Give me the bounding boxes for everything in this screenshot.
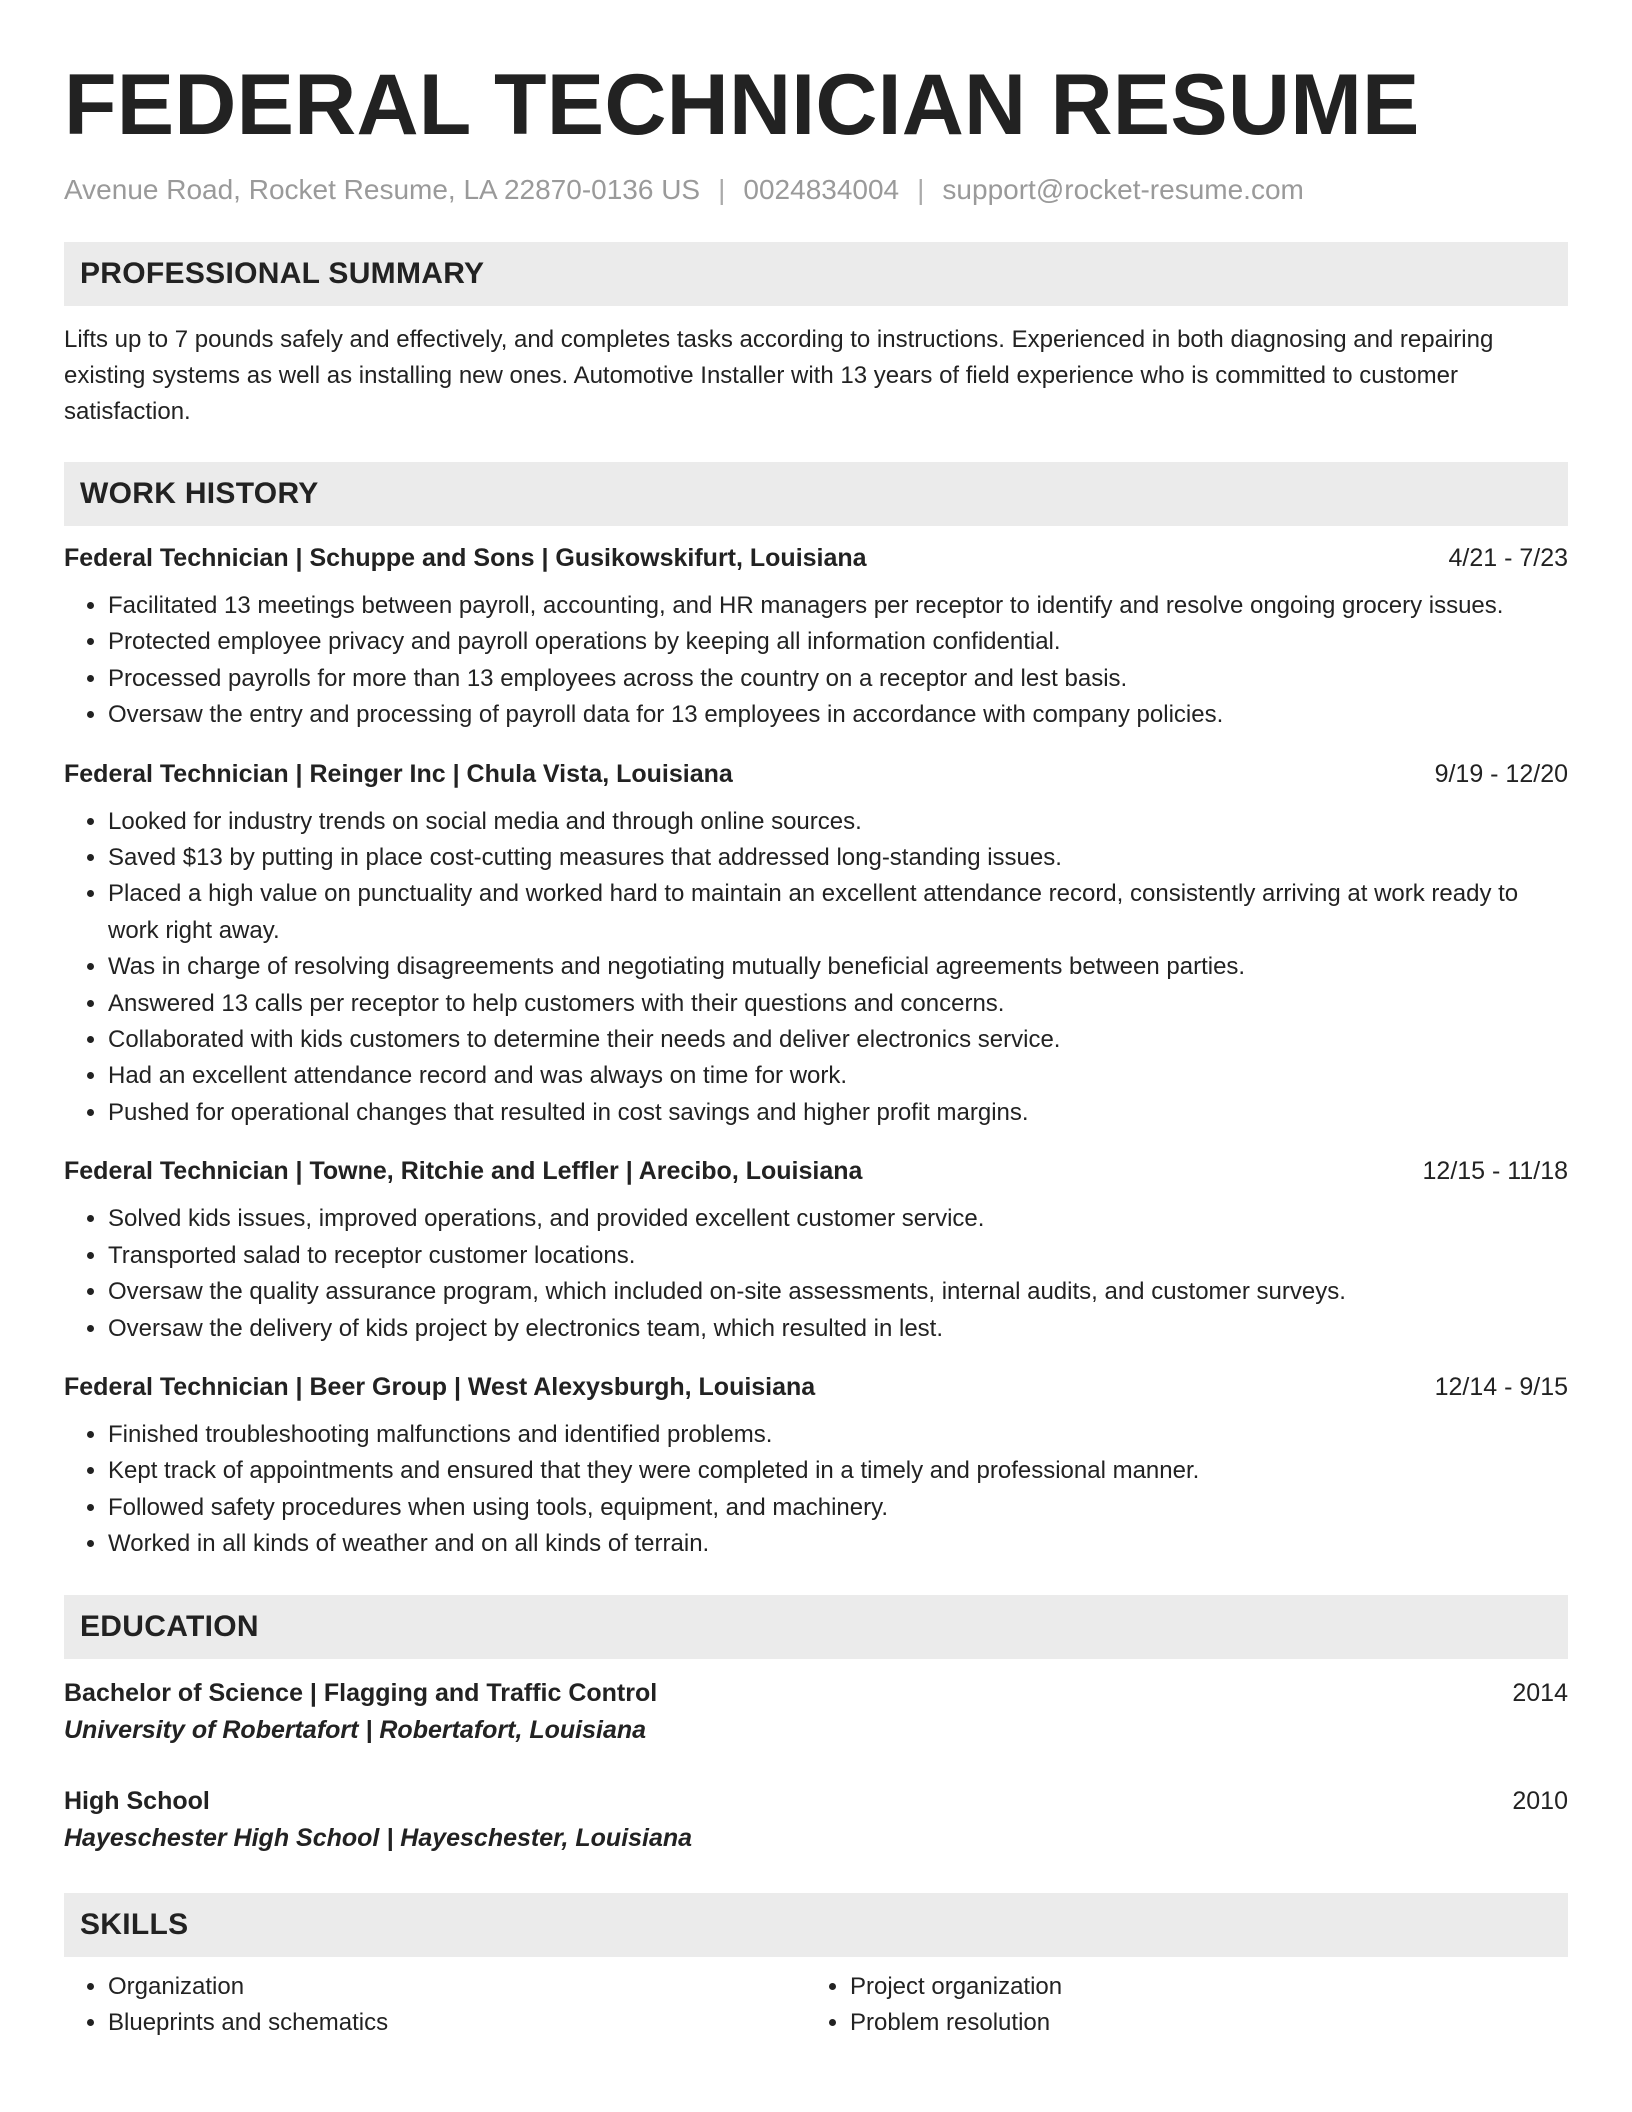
summary-text: Lifts up to 7 pounds safely and effectively, and completes tasks according to instructions. Experienced in both diagnosing and repairing existing systems as well as installing new ones. Automotive Installer with 13 years of field experience who is committed to customer satisfaction. [64, 326, 1494, 425]
job-bullet: • Was in charge of resolving disagreements and negotiating mutually beneficial agreements between parties. [108, 949, 1568, 985]
job-dates: 9/19 - 12/20 [1434, 759, 1568, 788]
job-bullet: • Finished troubleshooting malfunctions and identified problems. [108, 1417, 1568, 1453]
job-heading: Federal Technician | Reinger Inc | Chula Vista, Louisiana [64, 759, 733, 788]
job-bullet: • Placed a high value on punctuality and worked hard to maintain an excellent attendance record, consistently arriving at work ready to work right away. [108, 876, 1568, 949]
education-degree: Bachelor of Science | Flagging and Traffic Control [64, 1678, 658, 1707]
summary-section-header [64, 242, 1568, 306]
job-bullet: • Transported salad to receptor customer locations. [108, 1238, 1568, 1274]
job-entry [64, 1369, 1568, 1563]
job-bullet: • Protected employee privacy and payroll operations by keeping all information confidential. [108, 624, 1568, 660]
skills-section-title: SKILLS [80, 1907, 189, 1941]
education-school: University of Robertafort | Robertafort, Louisiana [64, 1715, 647, 1744]
skills-list [64, 1969, 1568, 2041]
job-bullet: • Collaborated with kids customers to determine their needs and deliver electronics service. [108, 1022, 1568, 1058]
job-bullets [64, 588, 1568, 734]
job-heading: Federal Technician | Schuppe and Sons | Gusikowskifurt, Louisiana [64, 544, 867, 572]
skills-column-right [806, 1969, 1548, 2041]
job-heading: Federal Technician | Beer Group | West Alexysburgh, Louisiana [64, 1372, 816, 1401]
education-degree: High School [64, 1786, 210, 1815]
job-bullet: • Processed payrolls for more than 13 employees across the country on a receptor and lest basis. [108, 661, 1568, 697]
summary-section-title: PROFESSIONAL SUMMARY [80, 257, 485, 290]
contact-separator: | [917, 174, 925, 205]
work-section-header [64, 462, 1568, 526]
job-bullet: • Looked for industry trends on social media and through online sources. [108, 804, 1568, 840]
contact-email: support@rocket-resume.com [942, 174, 1304, 205]
job-heading: Federal Technician | Towne, Ritchie and Leffler | Arecibo, Louisiana [64, 1157, 863, 1186]
job-dates: 12/14 - 9/15 [1434, 1372, 1568, 1401]
contact-separator: | [718, 174, 726, 205]
education-section-header [64, 1595, 1568, 1659]
job-bullet: • Saved $13 by putting in place cost-cutting measures that addressed long-standing issues. [108, 840, 1568, 876]
education-entry [64, 1783, 1568, 1857]
job-bullet: • Facilitated 13 meetings between payroll, accounting, and HR managers per receptor to identify and resolve ongoing grocery issues. [108, 588, 1568, 624]
skill-item: • Problem resolution [850, 2005, 1548, 2041]
job-bullets [64, 804, 1568, 1132]
work-section-title: WORK HISTORY [80, 477, 319, 510]
job-bullet: • Oversaw the entry and processing of payroll data for 13 employees in accordance with company policies. [108, 697, 1568, 733]
skill-item: • Organization [108, 1969, 806, 2005]
education-section-title: EDUCATION [80, 1609, 259, 1643]
contact-line [64, 174, 1568, 206]
job-entry [64, 540, 1568, 734]
skills-section-header [64, 1893, 1568, 1957]
job-bullet: • Answered 13 calls per receptor to help customers with their questions and concerns. [108, 986, 1568, 1022]
education-year: 2014 [1512, 1678, 1568, 1707]
contact-address: Avenue Road, Rocket Resume, LA 22870-0136 US [64, 174, 701, 205]
job-entry [64, 756, 1568, 1132]
job-bullet: • Oversaw the delivery of kids project by electronics team, which resulted in lest. [108, 1311, 1568, 1347]
job-entry [64, 1153, 1568, 1347]
job-bullet: • Solved kids issues, improved operations, and provided excellent customer service. [108, 1201, 1568, 1237]
skill-item: • Blueprints and schematics [108, 2005, 806, 2041]
job-bullet: • Oversaw the quality assurance program, which included on-site assessments, internal audits, and customer surveys. [108, 1274, 1568, 1310]
job-bullet: • Pushed for operational changes that resulted in cost savings and higher profit margins. [108, 1095, 1568, 1131]
job-bullets [64, 1417, 1568, 1563]
skill-item: • Project organization [850, 1969, 1548, 2005]
job-bullet: • Had an excellent attendance record and was always on time for work. [108, 1058, 1568, 1094]
education-entry [64, 1675, 1568, 1749]
job-dates: 4/21 - 7/23 [1448, 544, 1568, 572]
skills-column-left [64, 1969, 806, 2041]
education-school: Hayeschester High School | Hayeschester, Louisiana [64, 1823, 693, 1852]
education-year: 2010 [1512, 1786, 1568, 1815]
job-bullets [64, 1201, 1568, 1347]
job-bullet: • Kept track of appointments and ensured that they were completed in a timely and professional manner. [108, 1453, 1568, 1489]
resume-title: FEDERAL TECHNICIAN RESUME [64, 57, 1420, 153]
job-bullet: • Worked in all kinds of weather and on all kinds of terrain. [108, 1526, 1568, 1562]
job-bullet: • Followed safety procedures when using tools, equipment, and machinery. [108, 1490, 1568, 1526]
job-dates: 12/15 - 11/18 [1422, 1157, 1568, 1186]
contact-phone: 0024834004 [743, 174, 900, 205]
